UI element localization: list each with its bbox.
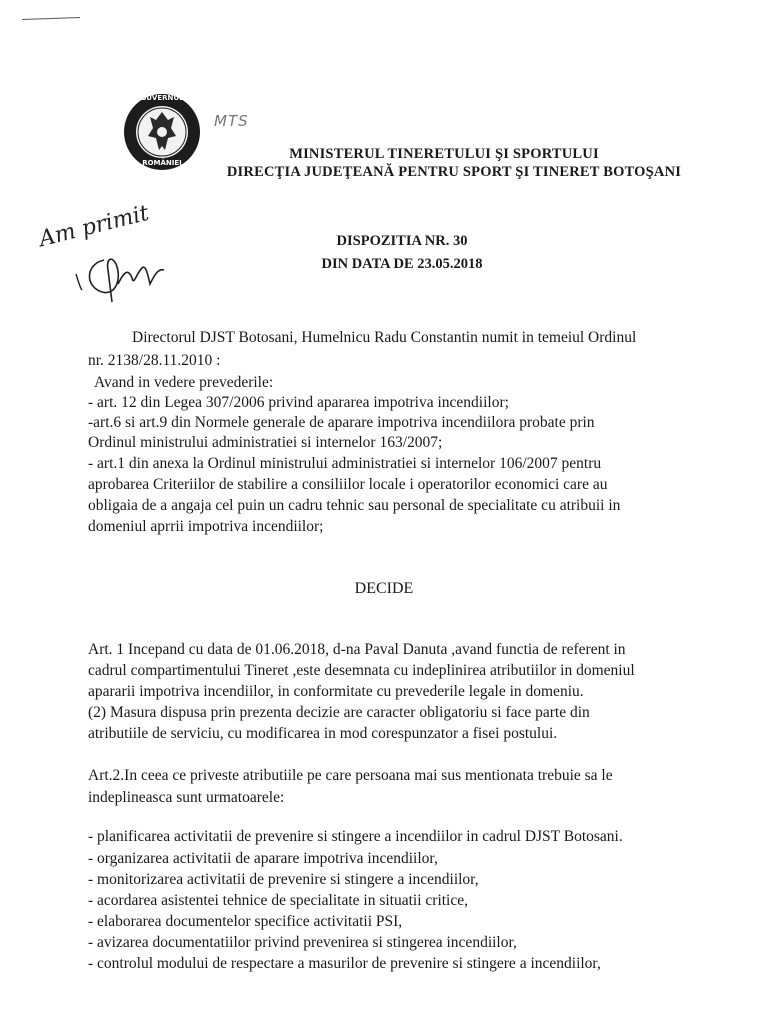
mts-mark: MTS xyxy=(214,112,249,130)
article-line: indeplineasca sunt urmatoarele: xyxy=(88,789,285,806)
received-note: Am primit xyxy=(36,200,152,253)
preamble-line: domeniul aprrii impotriva incendiilor; xyxy=(88,518,324,535)
list-item: - avizarea documentatiilor privind prevenirea si stingerea incendiilor, xyxy=(88,934,517,951)
list-item: - elaborarea documentelor specifice activitatii PSI, xyxy=(88,913,403,930)
preamble-line: - art.1 din anexa la Ordinul ministrului administratiei si internelor 106/2007 pentru xyxy=(88,455,602,472)
preamble-line: -art.6 si art.9 din Normele generale de aparare impotriva incendiilora probate prin xyxy=(88,414,595,431)
article-line: apararii impotriva incendiilor, in conformitate cu prevederile legale in domeniu. xyxy=(88,683,584,700)
disposition-number: DISPOZITIA NR. 30 xyxy=(336,233,468,249)
disposition-date: DIN DATA DE 23.05.2018 xyxy=(321,256,483,272)
signature-icon xyxy=(46,198,216,308)
article-line: Art. 1 Incepand cu data de 01.06.2018, d-na Paval Danuta ,avand functia de referent in xyxy=(88,641,626,658)
preamble-line: Directorul DJST Botosani, Humelnicu Radu Constantin numit in temeiul Ordinul xyxy=(132,329,637,346)
list-item: - controlul modului de respectare a masurilor de prevenire si stingere a incendiilor, xyxy=(88,955,601,972)
ministry-name: MINISTERUL TINERETULUI ŞI SPORTULUI xyxy=(289,146,599,162)
preamble-line: - art. 12 din Legea 307/2006 privind apararea impotriva incendiilor; xyxy=(88,394,509,411)
article-line: atributiile de serviciu, cu modificarea in mod corespunzator a fisei postului. xyxy=(88,725,558,742)
preamble-line: aprobarea Criteriilor de stabilire a consiliilor locale i operatorilor economici care au xyxy=(88,476,608,493)
corner-pen-mark xyxy=(22,17,80,20)
directorate-name: DIRECŢIA JUDEŢEANĂ PENTRU SPORT ŞI TINERET BOTOŞANI xyxy=(226,164,682,180)
article-line: cadrul compartimentului Tineret ,este desemnata cu indeplinirea atributiilor in domeniul xyxy=(88,662,635,679)
preamble-line: obligaia de a angaja cel puin un cadru tehnic sau personal de specialitate cu atribuii in xyxy=(88,497,621,514)
preamble-line: Ordinul ministrului administratiei si internelor 163/2007; xyxy=(88,434,443,451)
list-item: - acordarea asistentei tehnice de specialitate in situatii critice, xyxy=(88,892,468,909)
preamble-line: nr. 2138/28.11.2010 : xyxy=(88,352,221,369)
seal-text-bottom: ROMÂNIEI xyxy=(142,159,182,167)
list-item: - planificarea activitatii de prevenire si stingere a incendiilor in cadrul DJST Botosani. xyxy=(88,828,623,845)
seal-text-top: GUVERNUL xyxy=(140,94,184,102)
decide-heading: DECIDE xyxy=(354,580,414,597)
preamble-line: Avand in vedere prevederile: xyxy=(94,374,274,391)
list-item: - monitorizarea activitatii de prevenire si stingere a incendiilor, xyxy=(88,871,479,888)
article-line: Art.2.In ceea ce priveste atributiile pe care persoana mai sus mentionata trebuie sa le xyxy=(88,767,613,784)
article-line: (2) Masura dispusa prin prezenta decizie are caracter obligatoriu si face parte din xyxy=(88,704,590,721)
list-item: - organizarea activitatii de aparare impotriva incendiilor, xyxy=(88,850,438,867)
